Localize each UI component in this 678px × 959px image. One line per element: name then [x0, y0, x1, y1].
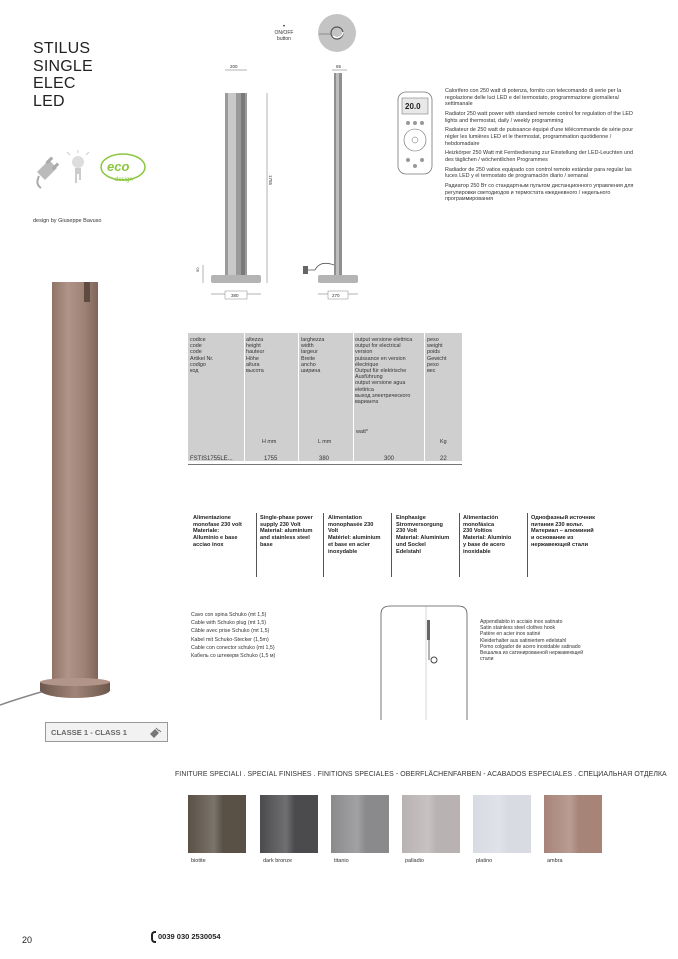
- col-weight-header: peso weight poids Gewicht peso вес: [427, 337, 447, 375]
- unit-weight: Kg: [440, 439, 447, 445]
- title-line-1: STILUS: [33, 40, 91, 57]
- feature-it: Alimentazione monofase 230 volt Materiale: Alluminio e base acciao inox: [193, 515, 242, 548]
- cable-info: Cavo con spina Schuko (mt 1,5) Cable with Schuko plug (mt 1,5) Câble avec prise Schuko (mt 1,5) Kabel mit Schuko-Stecker (1,5m) Cable con conector schuko (mt 1,5) Кабель со штекерм Schuko (1,5 м): [191, 612, 276, 660]
- product-description: [445, 88, 640, 206]
- cell-width: 380: [319, 456, 330, 462]
- swatch-label: dark bronze: [263, 858, 293, 864]
- designer-credit: design by Giuseppe Bavuso: [33, 218, 102, 224]
- feature-en: Single-phase power supply 230 Volt Material: aluminium and stainless steel base: [260, 515, 313, 548]
- desc-en: Radiator 250 watt power with standard remote control for regulation of the LED lights and thermostat, daily / weekly programming: [445, 110, 633, 124]
- col-code-header: codice code code Artikel Nr. codigo код: [190, 337, 214, 375]
- product-title: [33, 40, 93, 110]
- cell-code: FSTIS1755LE...: [190, 456, 233, 462]
- swatch-titanio: [331, 795, 389, 853]
- title-line-2: SINGLE: [33, 57, 93, 75]
- unit-output: watt*: [356, 429, 368, 435]
- svg-text:380: 380: [231, 293, 239, 298]
- phone-text: 0039 030 2530054: [158, 931, 221, 941]
- eco-design-logo: [101, 154, 145, 183]
- onoff-button-drawing: [316, 12, 358, 54]
- svg-text:90: 90: [195, 267, 200, 272]
- desc-it: Calorifero con 250 watt di potenza, fornito con telecomando di serie per la regolazione delle luci LED e del termostato, programmazione giornaliera/ settimanale: [445, 88, 622, 108]
- swatch-label: platino: [476, 858, 493, 864]
- title-line-3: ELEC: [33, 75, 76, 92]
- feature-divider: [527, 513, 528, 577]
- swatch-palladio: [402, 795, 460, 853]
- svg-text:eco: eco: [107, 159, 130, 174]
- desc-fr: Radiateur de 250 watt de puissance équipé d'une télécommande de série pour régler les lumières LED et le thermostat, programmation quotidienne / hebdomadaire: [445, 127, 634, 147]
- unit-width: L mm: [318, 439, 332, 445]
- feature-fr: Alimentation monophasée 230 Volt Matériel: aluminium et base en acier inoxydable: [328, 515, 381, 555]
- svg-text:65: 65: [336, 64, 342, 69]
- feature-icons: [33, 150, 148, 190]
- title-line-4: LED: [33, 92, 65, 110]
- class-badge: [45, 722, 168, 742]
- spec-table: [188, 333, 462, 461]
- svg-text:1755: 1755: [268, 175, 273, 186]
- swatch-ambra: [544, 795, 602, 853]
- swatch-dark-bronze: [260, 795, 318, 853]
- svg-text:20.0: 20.0: [405, 102, 421, 111]
- onoff-label: • ON/OFF button: [270, 24, 298, 42]
- page-number: 20: [22, 935, 33, 945]
- cell-height: 1755: [264, 456, 278, 462]
- feature-divider: [459, 513, 460, 577]
- onoff-label-line2: button: [277, 36, 291, 42]
- cell-output: 300: [384, 456, 395, 462]
- desc-de: Heizkörper 250 Watt mit Fernbedienung zur Einstellung der LED-Leuchten und des täglichen / wöchentlichen Programmes: [445, 150, 633, 163]
- feature-de: Einphasige Stromversorgung 230 Volt Material: Aluminium und Sockel Edelstahl: [396, 515, 450, 555]
- svg-text:200: 200: [230, 64, 238, 69]
- feature-divider: [256, 513, 257, 577]
- table-rule: [188, 464, 462, 465]
- col-output-header: output versione elettrica output for electrical version puissance en version électrique Output für elektrische Ausführung output versione agua elettrica выход электрического варианта: [355, 337, 413, 406]
- feature-divider: [323, 513, 324, 577]
- phone-icon: [151, 931, 156, 943]
- plug-icon: [148, 726, 162, 740]
- col-width-header: larghezza width largeur Breite ancho ширина: [301, 337, 325, 375]
- clothes-hook-drawing: [378, 602, 470, 720]
- feature-divider: [391, 513, 392, 577]
- desc-ru: Радиатор 250 Вт со стандартным пультом дистанционного управления для регулировки светодиодов и термостата ежедневного / недельного программирования: [445, 183, 634, 203]
- feature-es: Alimentación monofásica 230 Voltios Material: Aluminio y base de acero inoxidable: [463, 515, 512, 555]
- desc-es: Radiador de 250 vatios equipado con control remoto estándar para regular las luces LED y el termostato de programación diario / semanal: [445, 166, 632, 180]
- remote-control-drawing: [396, 90, 436, 178]
- led-bulb-icon: [67, 150, 89, 183]
- col-height-header: altezza height hauteur Höhe altura высота: [246, 337, 265, 375]
- feature-ru: Однофазный источник питания 230 вольт. Материал – алюминий и основание из нержавеющей стали: [531, 515, 595, 548]
- hook-info: Appendiabito in acciaio inox satinato Satin stainless steel clothes hook Patère en acier inox satiné Kleiderhalter aus satiniertem edelstahl Pomo colgador de acero inoxidable satinado Вешалка из сатинированной нержавеющей стали: [480, 619, 584, 663]
- onoff-label-line1: ON/OFF: [274, 30, 294, 36]
- svg-text:270: 270: [332, 293, 340, 298]
- swatch-label: titanio: [334, 858, 349, 864]
- cell-weight: 22: [440, 456, 447, 462]
- unit-height: H mm: [262, 439, 277, 445]
- swatch-label: biotite: [191, 858, 206, 864]
- swatch-label: ambra: [547, 858, 563, 864]
- class-label: CLASSE 1 - CLASS 1: [51, 728, 127, 737]
- swatch-platino: [473, 795, 531, 853]
- phone-number: [151, 931, 221, 943]
- swatch-label: palladio: [405, 858, 424, 864]
- plug-icon: [37, 156, 59, 188]
- technical-drawing: [195, 60, 365, 310]
- swatch-biotite: [188, 795, 246, 853]
- product-photo: [0, 270, 120, 720]
- finishes-title: FINITURE SPECIALI . SPECIAL FINISHES . FINITIONS SPECIALES - OBERFLÄCHENFARBEN - ACABADOS ESPECIALES . СПЕЦИАЛЬНАЯ ОТДЕЛКА: [175, 771, 667, 778]
- svg-text:design: design: [115, 177, 133, 183]
